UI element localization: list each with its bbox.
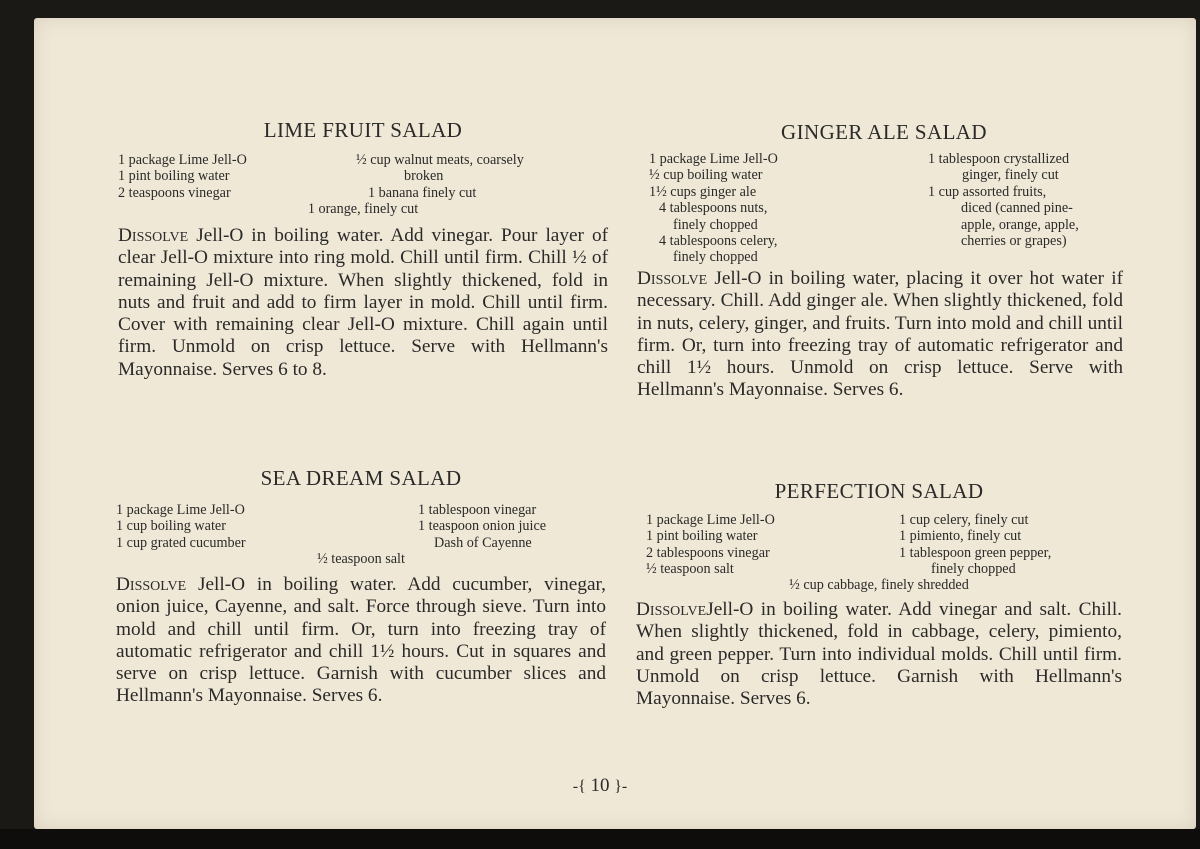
ingredient: 1 tablespoon crystallized bbox=[928, 151, 1070, 167]
ingredient: broken bbox=[404, 168, 444, 185]
ingredient: ½ teaspoon salt bbox=[317, 551, 405, 567]
ingredient: 1½ cups ginger ale bbox=[649, 183, 757, 200]
directions-text: Jell-O in boiling water, placing it over hot water if necessary. Chill. Add ginger ale. When slightly thickened, fold in nuts, celery, ginger, and fruits. Turn into mold and chill until firm. Or, turn into freezing tray of automatic refrigerator and chill 1½ hours. Unmold on crisp lettuce. Serve with Hellmann's Mayonnaise. Serves 6. bbox=[637, 268, 1123, 401]
ingredient: 1 package Lime Jell-O bbox=[118, 152, 247, 168]
ingredient: apple, orange, apple, bbox=[961, 216, 1079, 233]
ingredient: 1 banana finely cut bbox=[368, 184, 477, 201]
recipe-lime-fruit-salad bbox=[118, 118, 608, 381]
recipe-sea-dream-salad bbox=[116, 466, 606, 708]
page-bottom-shadow bbox=[0, 829, 1200, 849]
ingredient: 1 pimiento, finely cut bbox=[899, 528, 1022, 545]
ingredient: ½ cup walnut meats, coarsely bbox=[356, 152, 524, 168]
dissolve-word: Dissolve bbox=[116, 574, 187, 595]
ingredient: 2 tablespoons vinegar bbox=[646, 544, 770, 561]
ingredient: 1 package Lime Jell-O bbox=[116, 502, 245, 518]
ingredient: 1 teaspoon onion juice bbox=[418, 518, 547, 535]
ingredients bbox=[118, 152, 608, 220]
page-number bbox=[0, 775, 1200, 797]
recipe-title: SEA DREAM SALAD bbox=[260, 466, 462, 490]
ornament-right: }- bbox=[614, 778, 628, 795]
directions-text: Jell-O in boiling water. Add cucumber, vinegar, onion juice, Cayenne, and salt. Force through sieve. Turn into mold and chill until firm. Or, turn into freezing tray of automatic refrigerator and chill 1½ hours. Cut in squares and serve on crisp lettuce. Garnish with cucumber slices and Hellmann's Mayonnaise. Serves 6. bbox=[116, 574, 606, 707]
directions-text: Jell-O in boiling water. Add vinegar and salt. Chill. When slightly thickened, fold in cabbage, celery, pimiento, and green pepper. Turn into individual molds. Chill until firm. Unmold on crisp lettuce. Garnish with Hellmann's Mayonnaise. Serves 6. bbox=[636, 599, 1122, 710]
ingredient: ½ cup cabbage, finely shredded bbox=[789, 577, 969, 593]
ingredient: ½ cup boiling water bbox=[649, 167, 763, 184]
recipe-directions bbox=[636, 599, 1122, 710]
recipe-title: LIME FRUIT SALAD bbox=[263, 118, 463, 142]
ornament-left: -{ bbox=[572, 778, 586, 795]
ingredient: finely chopped bbox=[673, 216, 758, 233]
ingredient: 1 cup boiling water bbox=[116, 518, 226, 535]
ingredient: 1 cup celery, finely cut bbox=[899, 512, 1029, 528]
ingredient: diced (canned pine- bbox=[961, 200, 1073, 217]
ingredient: finely chopped bbox=[673, 249, 758, 266]
dissolve-word: Dissolve bbox=[636, 599, 707, 620]
ingredient: finely chopped bbox=[931, 561, 1016, 578]
recipe-ginger-ale-salad bbox=[637, 120, 1123, 402]
recipe-directions bbox=[637, 268, 1123, 402]
dissolve-word: Dissolve bbox=[637, 268, 708, 289]
ingredient: 1 pint boiling water bbox=[646, 528, 758, 545]
ingredient: 1 tablespoon green pepper, bbox=[899, 544, 1052, 561]
recipe-directions bbox=[116, 574, 606, 708]
ingredient: Dash of Cayenne bbox=[434, 534, 532, 551]
ingredient: cherries or grapes) bbox=[961, 233, 1067, 250]
ingredient: 1 cup assorted fruits, bbox=[928, 183, 1047, 200]
ingredient: 1 pint boiling water bbox=[118, 168, 230, 185]
directions-text: Jell-O in boiling water. Add vinegar. Pour layer of clear Jell-O mixture into ring mold. Chill until firm. Chill ½ of remaining Jell-O mixture. When slightly thickened, fold in nuts and fruit and add to firm layer in mold. Chill until firm. Cover with remaining clear Jell-O mixture. Chill again until firm. Unmold on crisp lettuce. Serve with Hellmann's Mayonnaise. Serves 6 to 8. bbox=[118, 225, 609, 380]
recipe-directions bbox=[118, 225, 608, 381]
ingredient: 1 orange, finely cut bbox=[307, 201, 419, 217]
ingredient: 1 package Lime Jell-O bbox=[649, 151, 778, 167]
dissolve-word: Dissolve bbox=[118, 225, 189, 246]
ingredient: ½ teaspoon salt bbox=[646, 561, 734, 578]
recipe-perfection-salad bbox=[636, 479, 1122, 710]
ingredients bbox=[116, 502, 606, 570]
ingredients bbox=[636, 512, 1122, 596]
ingredient: 2 teaspoons vinegar bbox=[118, 184, 231, 201]
ingredient: ginger, finely cut bbox=[962, 167, 1059, 184]
ingredient: 1 cup grated cucumber bbox=[116, 534, 246, 551]
ingredient: 1 tablespoon vinegar bbox=[418, 502, 537, 518]
ingredient: 4 tablespoons celery, bbox=[659, 233, 778, 250]
recipe-title: GINGER ALE SALAD bbox=[781, 120, 987, 144]
ingredient: 1 package Lime Jell-O bbox=[646, 512, 775, 528]
ingredients bbox=[637, 151, 1123, 271]
ingredient: 4 tablespoons nuts, bbox=[659, 200, 768, 217]
page-number-value: 10 bbox=[590, 775, 610, 796]
recipe-title: PERFECTION SALAD bbox=[774, 479, 984, 503]
